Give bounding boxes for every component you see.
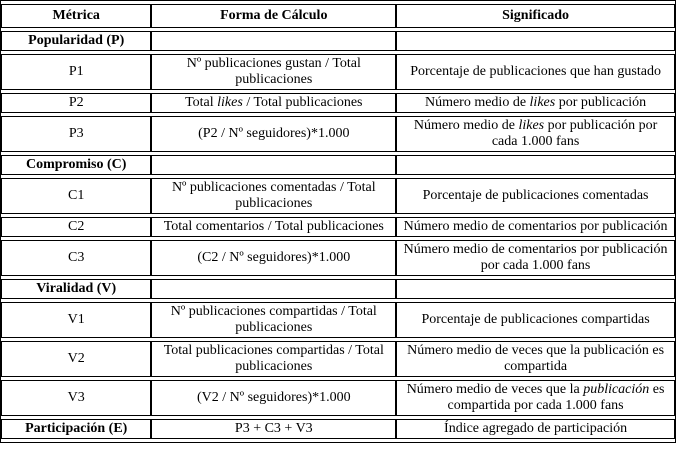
meaning-cell: Número medio de likes por publicación	[396, 93, 675, 113]
metric-cell: Participación (E)	[1, 419, 151, 439]
table-row	[1, 302, 675, 338]
meaning-cell: Número medio de comentarios por publicación por cada 1.000 fans	[396, 240, 675, 276]
metric-cell: P3	[1, 116, 151, 152]
calc-cell: Total comentarios / Total publicaciones	[151, 217, 396, 237]
meaning-cell: Número medio de veces que la publicación es compartida por cada 1.000 fans	[396, 380, 675, 416]
calc-cell: (C2 / Nº seguidores)*1.000	[151, 240, 396, 276]
meaning-cell: Índice agregado de participación	[396, 419, 675, 439]
section-row	[1, 155, 675, 175]
table-row	[1, 116, 675, 152]
column-header-meaning: Significado	[396, 4, 675, 28]
calc-cell	[151, 31, 396, 51]
metric-cell: V3	[1, 380, 151, 416]
calc-cell: Nº publicaciones comentadas / Total publicaciones	[151, 178, 396, 214]
calc-cell: P3 + C3 + V3	[151, 419, 396, 439]
metric-cell: Popularidad (P)	[1, 31, 151, 51]
table-row	[1, 54, 675, 90]
calc-cell: Total publicaciones compartidas / Total publicaciones	[151, 341, 396, 377]
metric-cell: V2	[1, 341, 151, 377]
table-row	[1, 341, 675, 377]
column-header-metric: Métrica	[1, 4, 151, 28]
meaning-cell: Número medio de veces que la publicación es compartida	[396, 341, 675, 377]
metric-cell: V1	[1, 302, 151, 338]
metrics-table-body	[1, 31, 675, 439]
metric-cell: Compromiso (C)	[1, 155, 151, 175]
calc-cell	[151, 279, 396, 299]
column-header-calc: Forma de Cálculo	[151, 4, 396, 28]
metric-cell: P2	[1, 93, 151, 113]
table-row	[1, 419, 675, 439]
section-row	[1, 279, 675, 299]
metric-cell: P1	[1, 54, 151, 90]
calc-cell: (V2 / Nº seguidores)*1.000	[151, 380, 396, 416]
calc-cell: Nº publicaciones gustan / Total publicaciones	[151, 54, 396, 90]
table-row	[1, 217, 675, 237]
section-row	[1, 31, 675, 51]
calc-cell: Total likes / Total publicaciones	[151, 93, 396, 113]
meaning-cell: Porcentaje de publicaciones compartidas	[396, 302, 675, 338]
meaning-cell: Porcentaje de publicaciones comentadas	[396, 178, 675, 214]
calc-cell	[151, 155, 396, 175]
metric-cell: C2	[1, 217, 151, 237]
meaning-cell	[396, 31, 675, 51]
meaning-cell: Porcentaje de publicaciones que han gustado	[396, 54, 675, 90]
meaning-cell	[396, 155, 675, 175]
calc-cell: Nº publicaciones compartidas / Total publicaciones	[151, 302, 396, 338]
calc-cell: (P2 / Nº seguidores)*1.000	[151, 116, 396, 152]
metric-cell: C3	[1, 240, 151, 276]
meaning-cell	[396, 279, 675, 299]
table-row	[1, 93, 675, 113]
table-row	[1, 178, 675, 214]
table-row	[1, 380, 675, 416]
metric-cell: C1	[1, 178, 151, 214]
table-row	[1, 240, 675, 276]
metric-cell: Viralidad (V)	[1, 279, 151, 299]
meaning-cell: Número medio de comentarios por publicación	[396, 217, 675, 237]
meaning-cell: Número medio de likes por publicación por cada 1.000 fans	[396, 116, 675, 152]
header-row	[1, 4, 675, 28]
